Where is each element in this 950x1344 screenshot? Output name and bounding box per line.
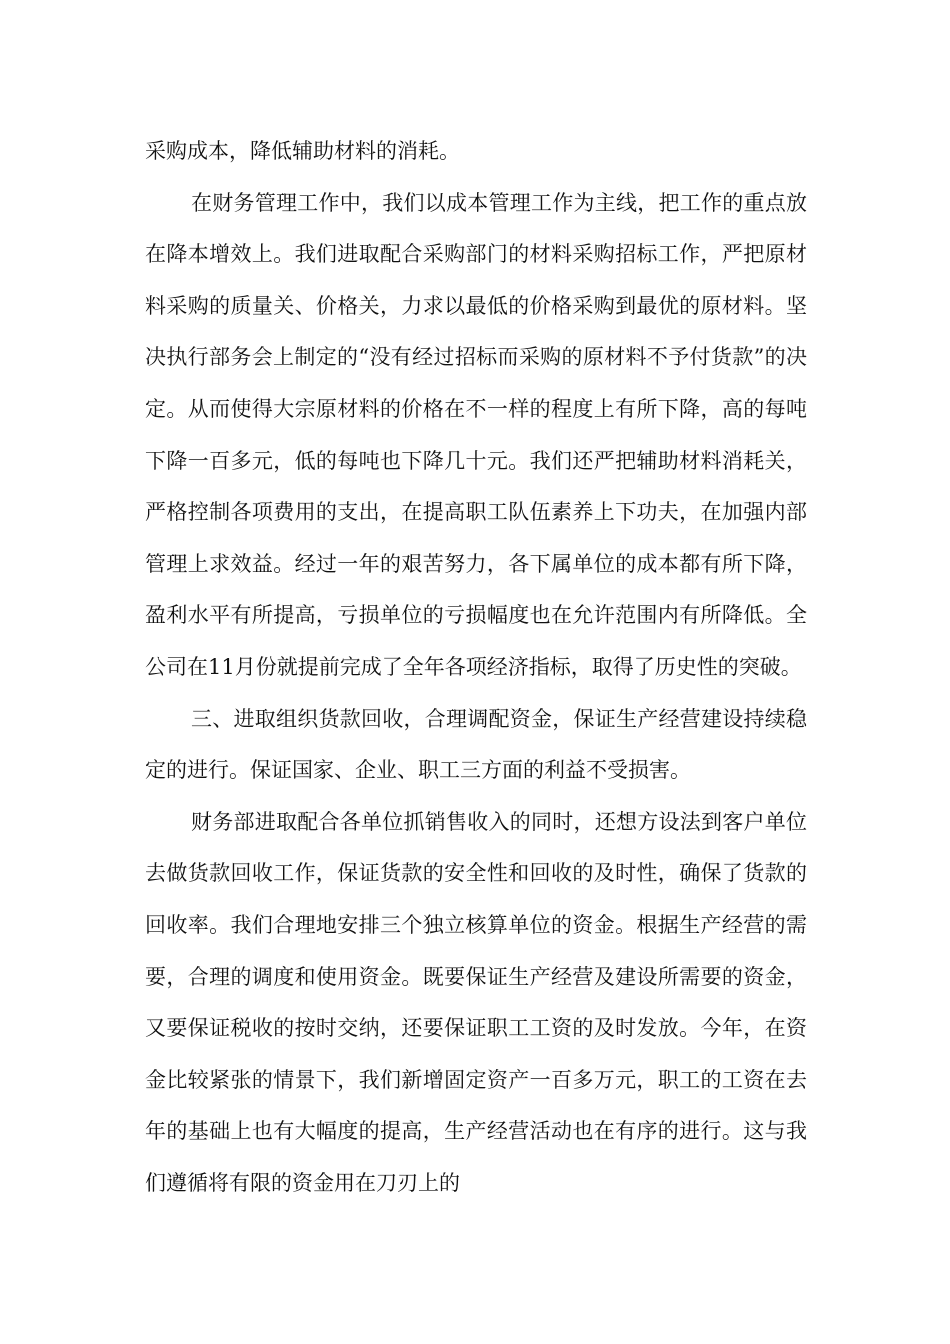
- document-body: [145, 126, 807, 1209]
- paragraph-4: 财务部进取配合各单位抓销售收入的同时，还想方设法到客户单位去做货款回收工作，保证货款的安全性和回收的及时性，确保了货款的回收率。我们合理地安排三个独立核算单位的资金。根据生产经营的需要，合理的调度和使用资金。既要保证生产经营及建设所需要的资金，又要保证税收的按时交纳，还要保证职工工资的及时发放。今年，在资金比较紧张的情景下，我们新增固定资产一百多万元，职工的工资在去年的基础上也有大幅度的提高，生产经营活动也在有序的进行。这与我们遵循将有限的资金用在刀刃上的: [145, 809, 807, 1195]
- paragraph-3: 三、进取组织货款回收，合理调配资金，保证生产经营建设持续稳定的进行。保证国家、企业、职工三方面的利益不受损害。: [145, 706, 807, 783]
- paragraph-1: 采购成本，降低辅助材料的消耗。: [145, 139, 460, 163]
- paragraph-2: 在财务管理工作中，我们以成本管理工作为主线，把工作的重点放在降本增效上。我们进取配合采购部门的材料采购招标工作，严把原材料采购的质量关、价格关，力求以最低的价格采购到最优的原材料。坚决执行部务会上制定的“没有经过招标而采购的原材料不予付货款”的决定。从而使得大宗原材料的价格在不一样的程度上有所下降，高的每吨下降一百多元，低的每吨也下降几十元。我们还严把辅助材料消耗关，严格控制各项费用的支出，在提高职工队伍素养上下功夫，在加强内部管理上求效益。经过一年的艰苦努力，各下属单位的成本都有所下降，盈利水平有所提高，亏损单位的亏损幅度也在允许范围内有所降低。全公司在11月份就提前完成了全年各项经济指标，取得了历史性的突破。: [145, 190, 807, 679]
